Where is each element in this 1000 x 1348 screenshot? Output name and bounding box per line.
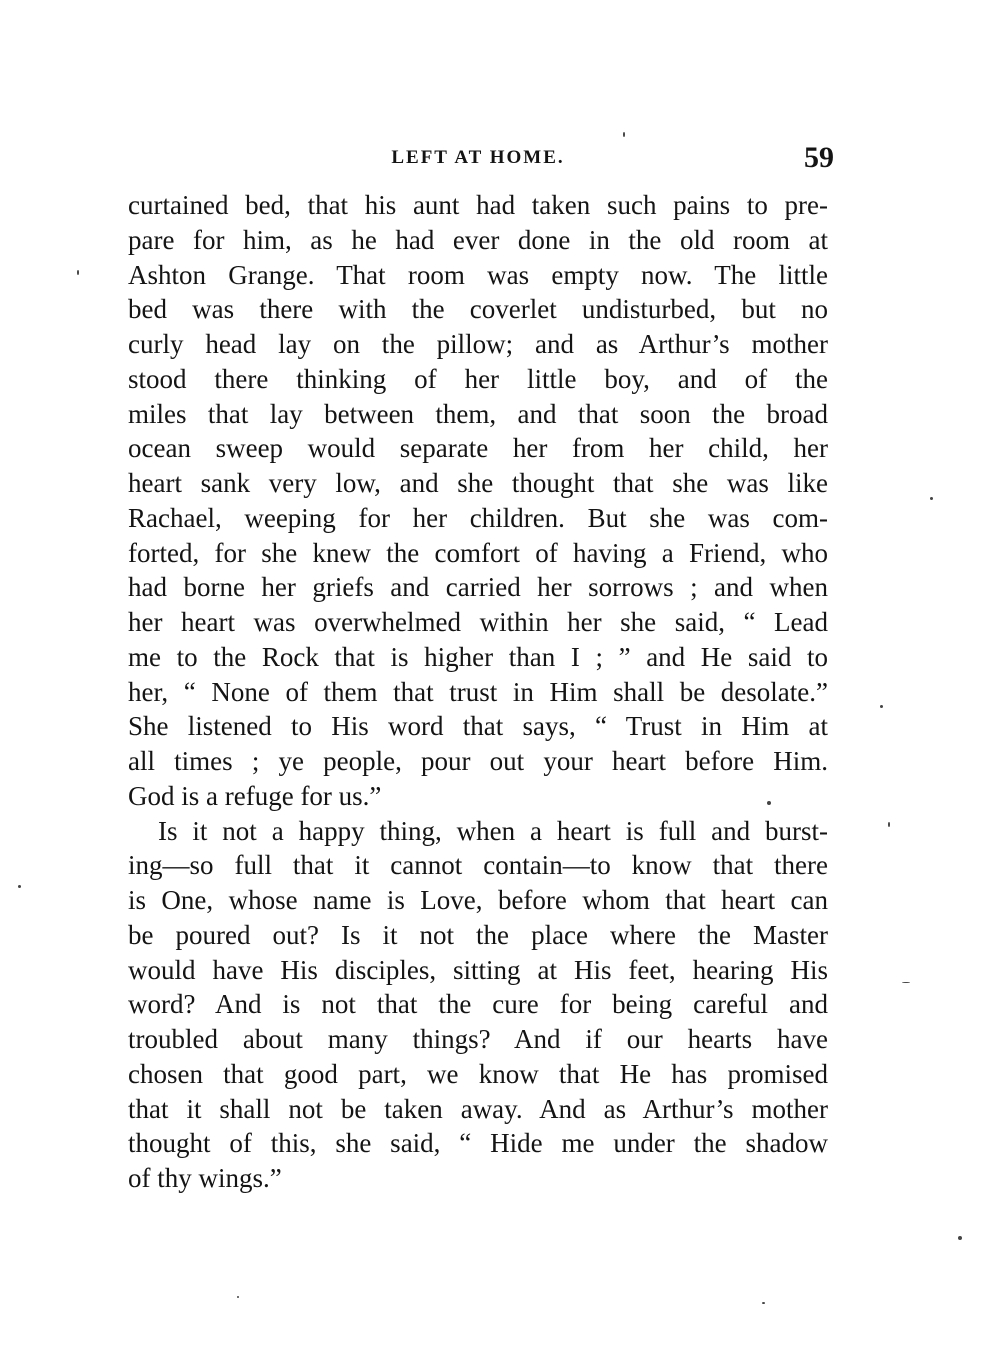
text-line: ing—so full that it cannot contain—to know that there: [128, 850, 828, 881]
text-line: Ashton Grange. That room was empty now. The little: [128, 259, 828, 290]
text-line: chosen that good part, we know that He has promised: [128, 1058, 828, 1089]
scan-speck: [762, 1302, 765, 1304]
body-text: [128, 188, 828, 1196]
text-line: curly head lay on the pillow; and as Arthur’s mother: [128, 329, 828, 359]
text-line: Rachael, weeping for her children. But she was com-: [128, 502, 828, 533]
text-line: word? And is not that the cure for being careful and: [128, 989, 828, 1020]
text-line: me to the Rock that is higher than I ; ” and He said to: [128, 641, 828, 672]
text-line: stood there thinking of her little boy, and of the: [128, 363, 828, 394]
scan-speck: [767, 801, 771, 805]
text-line: bed was there with the coverlet undisturbed, but no: [128, 294, 828, 325]
text-line: her, “ None of them that trust in Him shall be desolate.”: [128, 676, 828, 707]
text-line: would have His disciples, sitting at His feet, hearing His: [128, 954, 828, 985]
text-line: ocean sweep would separate her from her child, her: [128, 433, 828, 464]
page-number: 59: [804, 141, 834, 174]
text-line: curtained bed, that his aunt had taken such pains to pre-: [128, 190, 828, 220]
scan-speck: [958, 1236, 962, 1240]
text-line: pare for him, as he had ever done in the old room at: [128, 224, 828, 255]
scan-speck: [902, 982, 910, 983]
scan-speck: [930, 497, 933, 500]
text-line: Is it not a happy thing, when a heart is full and burst-: [158, 815, 828, 846]
text-line: that it shall not be taken away. And as Arthur’s mother: [128, 1093, 828, 1124]
scan-speck: [623, 132, 625, 137]
text-line: heart sank very low, and she thought that she was like: [128, 468, 828, 498]
text-line: her heart was overwhelmed within her she said, “ Lead: [128, 607, 828, 637]
text-line: all times ; ye people, pour out your heart before Him.: [128, 746, 828, 776]
scan-speck: [888, 822, 890, 827]
text-line: be poured out? Is it not the place where the Master: [128, 919, 828, 950]
scan-speck: [18, 885, 21, 888]
text-line: She listened to His word that says, “ Trust in Him at: [128, 711, 828, 742]
text-line: is One, whose name is Love, before whom that heart can: [128, 885, 828, 915]
running-title: LEFT AT HOME.: [391, 147, 565, 168]
text-line: troubled about many things? And if our hearts have: [128, 1024, 828, 1054]
scan-speck: [77, 270, 79, 275]
paragraph-2: [128, 814, 828, 1196]
scan-speck: [880, 705, 883, 708]
text-line: forted, for she knew the comfort of having a Friend, who: [128, 537, 828, 568]
paragraph-1: [128, 188, 828, 814]
text-line: miles that lay between them, and that soon the broad: [128, 398, 828, 429]
running-head: [128, 141, 834, 177]
text-line: had borne her griefs and carried her sorrows ; and when: [128, 572, 828, 603]
text-line: God is a refuge for us.”: [128, 780, 382, 811]
scan-speck: [237, 1296, 239, 1298]
text-line: of thy wings.”: [128, 1163, 282, 1193]
text-line: thought of this, she said, “ Hide me under the shadow: [128, 1128, 828, 1159]
